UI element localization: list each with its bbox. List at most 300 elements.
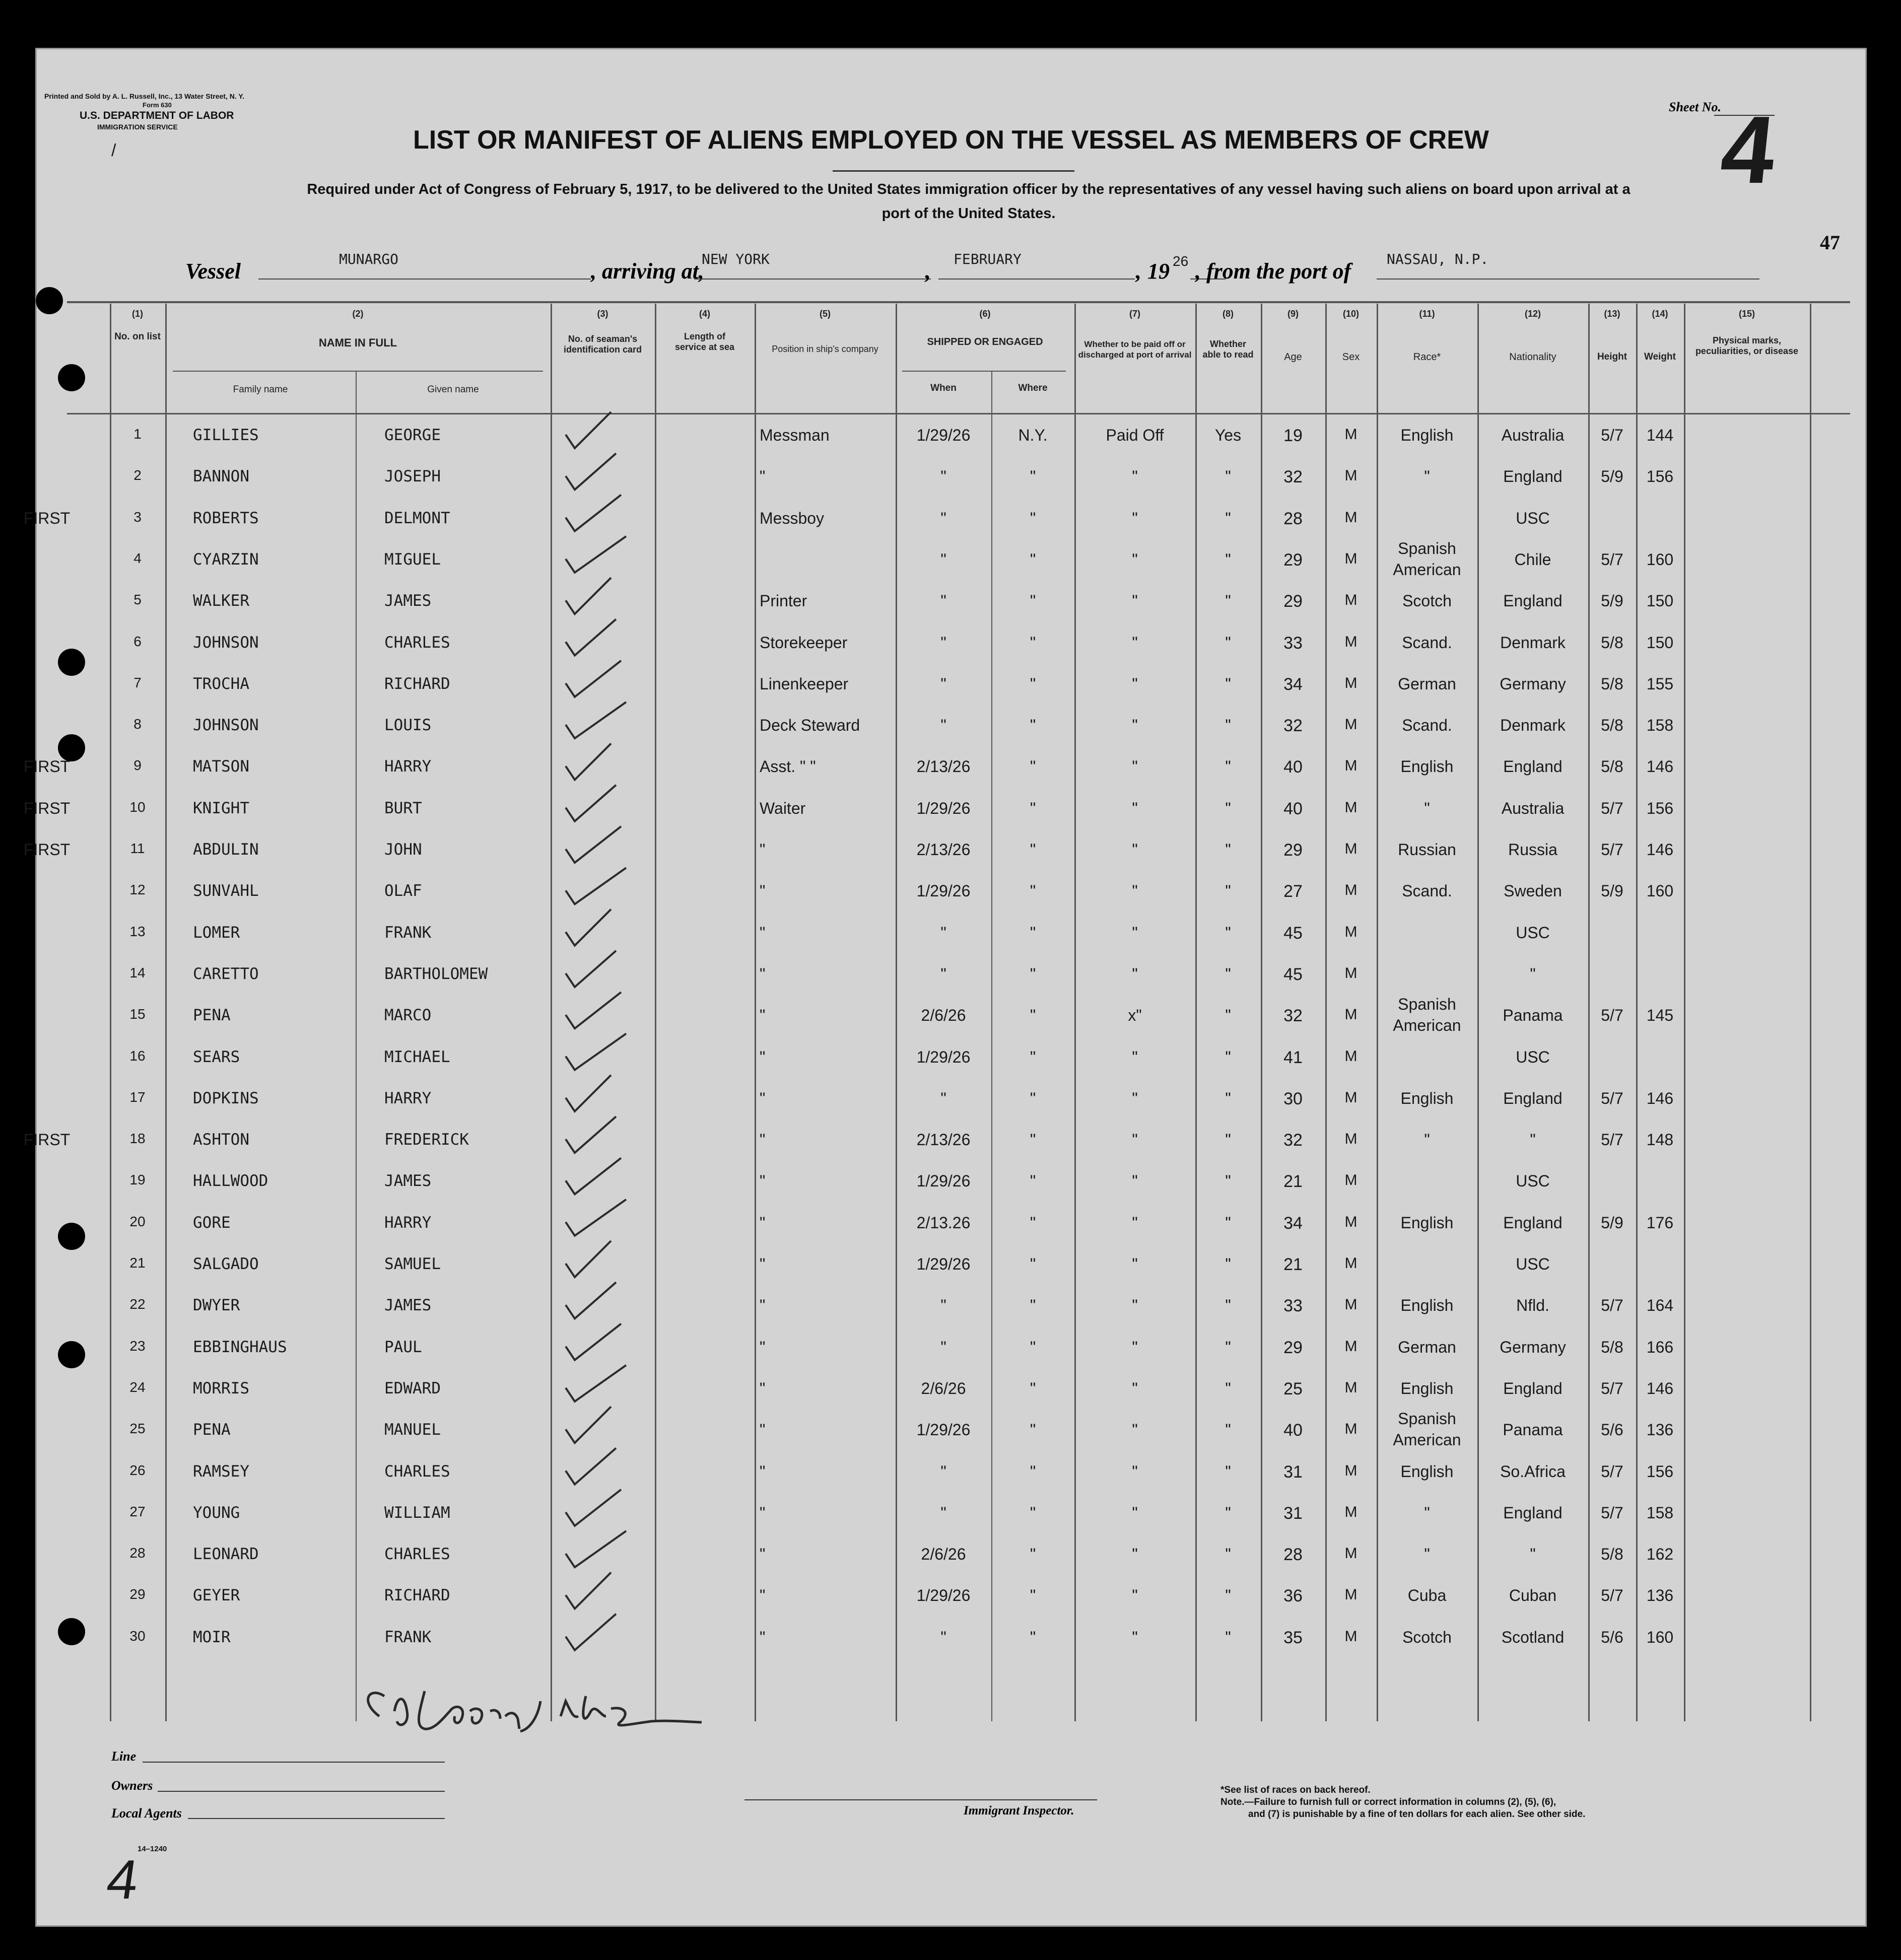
position-cell: Messman	[760, 426, 830, 444]
row-number: 18	[129, 1131, 146, 1147]
row-number: 14	[129, 964, 146, 981]
shipped-where-cell: "	[1030, 1628, 1036, 1646]
header-nationality: Nationality	[1509, 352, 1556, 363]
height-cell: 5/6	[1601, 1421, 1623, 1439]
header-name-in-full: NAME IN FULL	[318, 336, 397, 349]
age-cell: 25	[1283, 1379, 1303, 1398]
family-name-cell: PENA	[193, 1421, 231, 1439]
shipped-when-cell: 2/13/26	[916, 1131, 971, 1149]
sex-cell: M	[1344, 1462, 1357, 1479]
position-cell: "	[760, 1296, 766, 1315]
sex-cell: M	[1344, 1213, 1357, 1230]
nationality-cell: "	[1530, 1131, 1536, 1149]
header-family-name: Family name	[233, 384, 288, 395]
given-name-cell: JOSEPH	[384, 467, 441, 486]
checkmark-icon	[566, 1241, 611, 1277]
weight-cell: 166	[1646, 1338, 1674, 1356]
shipped-where-cell: "	[1030, 1213, 1036, 1232]
col-number: (10)	[1342, 309, 1359, 319]
race-cell: Spanish	[1398, 1410, 1456, 1428]
age-cell: 33	[1283, 633, 1303, 653]
family-name-cell: PENA	[193, 1006, 231, 1025]
paid-off-cell: "	[1132, 467, 1138, 486]
age-cell: 32	[1283, 1006, 1303, 1026]
paid-off-cell: "	[1132, 1503, 1138, 1522]
given-name-cell: BARTHOLOMEW	[384, 964, 488, 983]
given-name-cell: JAMES	[384, 592, 432, 610]
checkmark-icon	[566, 1282, 616, 1318]
family-name-cell: MORRIS	[193, 1379, 249, 1397]
able-to-read-cell: "	[1225, 923, 1231, 942]
col-number: (7)	[1129, 309, 1140, 319]
header-paid-off: Whether to be paid off or discharged at port of arrival	[1078, 339, 1192, 360]
header-race: Race*	[1413, 352, 1441, 363]
height-cell: 5/7	[1601, 1131, 1623, 1149]
nationality-cell: Chile	[1514, 550, 1551, 569]
height-cell: 5/8	[1601, 716, 1623, 735]
position-cell: "	[760, 1338, 766, 1356]
sex-cell: M	[1344, 1628, 1357, 1645]
row-number: 23	[129, 1338, 146, 1354]
weight-cell: 136	[1646, 1421, 1674, 1439]
header-when: When	[930, 383, 957, 393]
position-cell: Waiter	[760, 799, 806, 817]
checkmark-icon	[566, 743, 611, 780]
nationality-cell: England	[1503, 1213, 1563, 1232]
nationality-cell: USC	[1516, 923, 1550, 942]
arrival-month: FEBRUARY	[954, 251, 1022, 267]
given-name-cell: RICHARD	[384, 1586, 450, 1605]
shipped-where-cell: "	[1030, 716, 1036, 735]
col-number: (5)	[820, 309, 831, 319]
given-name-cell: CHARLES	[384, 1462, 450, 1481]
header-sex: Sex	[1342, 352, 1360, 363]
given-name-cell: CHARLES	[384, 1545, 450, 1564]
race-cell: Cuba	[1407, 1586, 1447, 1605]
able-to-read-cell: "	[1225, 1421, 1231, 1439]
shipped-when-cell: 1/29/26	[916, 1172, 971, 1191]
binder-hole	[36, 287, 63, 314]
position-cell: "	[760, 1255, 766, 1273]
nationality-cell: "	[1530, 1545, 1536, 1564]
checkmark-icon	[566, 1614, 616, 1650]
able-to-read-cell: "	[1225, 1338, 1231, 1356]
age-cell: 40	[1283, 1421, 1303, 1440]
height-cell: 5/7	[1601, 1586, 1623, 1605]
given-name-cell: BURT	[384, 799, 422, 817]
family-name-cell: JOHNSON	[193, 716, 259, 735]
nationality-cell: England	[1503, 467, 1563, 486]
age-cell: 45	[1283, 964, 1303, 984]
service-label: IMMIGRATION SERVICE	[97, 123, 178, 131]
age-cell: 19	[1283, 426, 1303, 445]
given-name-cell: MIGUEL	[384, 550, 441, 569]
weight-cell: 145	[1646, 1006, 1674, 1025]
family-name-cell: SALGADO	[193, 1255, 259, 1273]
able-to-read-cell: "	[1225, 882, 1231, 900]
checkmark-icon	[566, 661, 621, 697]
able-to-read-cell: "	[1225, 841, 1231, 859]
id-card-checkmarks	[556, 422, 707, 1731]
row-margin-note: FIRST	[23, 757, 71, 776]
sex-cell: M	[1344, 1421, 1357, 1438]
height-cell: 5/7	[1601, 799, 1623, 817]
position-cell: "	[760, 1379, 766, 1397]
sex-cell: M	[1344, 1089, 1357, 1106]
shipped-where-cell: "	[1030, 923, 1036, 942]
position-cell: "	[760, 467, 766, 486]
col-number: (4)	[699, 309, 710, 319]
nationality-cell: Australia	[1501, 426, 1565, 444]
paid-off-cell: "	[1132, 964, 1138, 983]
checkmark-icon	[566, 1572, 611, 1608]
subtitle-line-1: Required under Act of Congress of February 5, 1917, to be delivered to the United States immigration officer by the representatives of any vessel having such aliens on board upon arrival at a	[307, 181, 1631, 197]
shipped-when-cell: 1/29/26	[916, 1047, 971, 1066]
able-to-read-cell: "	[1225, 1213, 1231, 1232]
family-name-cell: YOUNG	[193, 1503, 240, 1522]
given-name-cell: GEORGE	[384, 426, 441, 444]
position-cell: "	[760, 1089, 766, 1107]
shipped-where-cell: "	[1030, 592, 1036, 610]
age-cell: 29	[1283, 550, 1303, 570]
height-cell: 5/7	[1601, 1006, 1623, 1025]
page-mark: 4	[103, 1849, 143, 1911]
race-cell: German	[1398, 674, 1456, 693]
given-name-cell: LOUIS	[384, 716, 432, 735]
position-cell: "	[760, 1545, 766, 1564]
height-cell: 5/8	[1601, 757, 1623, 776]
printer-line: Printed and Sold by A. L. Russell, Inc., 13 Water Street, N. Y.	[44, 92, 245, 100]
shipped-where-cell: "	[1030, 1586, 1036, 1605]
col-number: (13)	[1604, 309, 1620, 319]
paid-off-cell: "	[1132, 1131, 1138, 1149]
race-cell: Spanish	[1398, 539, 1456, 557]
weight-cell: 156	[1646, 1462, 1674, 1481]
binder-hole	[58, 1618, 85, 1645]
inspector-signature	[349, 1681, 742, 1736]
row-number: 16	[129, 1047, 146, 1064]
checkmark-icon	[566, 1200, 626, 1236]
weight-cell: 158	[1646, 1503, 1674, 1522]
position-cell: "	[760, 1462, 766, 1481]
arriving-label: , arriving at,	[591, 259, 704, 284]
position-cell: Storekeeper	[760, 633, 848, 652]
shipped-when-cell: "	[940, 550, 946, 569]
given-name-cell: MANUEL	[384, 1421, 441, 1439]
paid-off-cell: "	[1132, 1586, 1138, 1605]
paid-off-cell: "	[1132, 799, 1138, 817]
row-number: 25	[129, 1421, 146, 1437]
family-name-cell: DWYER	[193, 1296, 240, 1315]
given-name-cell: HARRY	[384, 757, 432, 776]
age-cell: 29	[1283, 841, 1303, 860]
given-name-cell: JAMES	[384, 1172, 432, 1191]
able-to-read-cell: "	[1225, 509, 1231, 527]
row-number: 5	[133, 592, 142, 608]
paid-off-cell: "	[1132, 923, 1138, 942]
able-to-read-cell: "	[1225, 467, 1231, 486]
nationality-cell: Russia	[1508, 841, 1557, 859]
checkmark-icon	[566, 868, 626, 904]
position-cell: "	[760, 1421, 766, 1439]
shipped-when-cell: "	[940, 509, 946, 527]
race-cell: Scotch	[1402, 592, 1452, 610]
age-cell: 30	[1283, 1089, 1303, 1108]
able-to-read-cell: "	[1225, 592, 1231, 610]
arrival-port: NEW YORK	[702, 251, 770, 267]
row-margin-note: FIRST	[23, 841, 71, 859]
height-cell: 5/7	[1601, 1462, 1623, 1481]
checkmark-icon	[566, 1490, 621, 1526]
shipped-when-cell: 2/13.26	[916, 1213, 971, 1232]
family-name-cell: KNIGHT	[193, 799, 249, 817]
shipped-when-cell: "	[940, 1503, 946, 1522]
paid-off-cell: "	[1132, 1462, 1138, 1481]
checkmark-icon	[566, 495, 621, 531]
height-cell: 5/7	[1601, 841, 1623, 859]
row-number: 29	[129, 1586, 146, 1602]
able-to-read-cell: "	[1225, 964, 1231, 983]
height-cell: 5/8	[1601, 674, 1623, 693]
paid-off-cell: "	[1132, 1089, 1138, 1107]
sex-cell: M	[1344, 674, 1357, 691]
subtitle-line-2: port of the United States.	[881, 205, 1056, 222]
sex-cell: M	[1344, 1131, 1357, 1148]
shipped-where-cell: "	[1030, 964, 1036, 983]
row-number: 3	[133, 509, 142, 525]
header-shipped: SHIPPED OR ENGAGED	[927, 336, 1043, 347]
nationality-cell: England	[1503, 1503, 1563, 1522]
header-id-card: No. of seaman's identification card	[563, 334, 642, 355]
nationality-cell: England	[1503, 1379, 1563, 1397]
paid-off-cell: "	[1132, 1379, 1138, 1397]
race-cell: Scand.	[1402, 633, 1452, 652]
manifest-sheet: Printed and Sold by A. L. Russell, Inc., 13 Water Street, N. Y. Form 630 U.S. DEPARTMENT OF LABOR IMMIGRATION SERVICE / LIST OR MANIFEST OF ALIENS EMPLOYED ON THE VESSEL AS MEMBERS OF CREW Required under Act of Congress of February 5, 1917, to be delivered to the United States immigration officer by the representatives of any vessel having such aliens on board upon arrival at a port of the United States. Sheet No. 4 47 Vessel MUNARGO , arriving at, NEW YORK , FEBRUARY , 19 26 , from the port of NASSAU, N.P. (1) (2) (3) (4) (5) (6) (7) (8) (9) (10) (11) (12) (13) (14) (15) No. on list NAME IN FULL Family name Given name No. of seaman's identification card Length of service at sea Position in ship's company SHIPPED OR ENGAGED When Where Whether to be paid off or discharged at port of arrival Whether able to read Age Sex Race* Nationality Height Weight Physical marks, peculiarities, or disease 1 GILLIES GEORGE Messman 1/29/26 N.Y. Paid Off Yes 19 M English Australia 5/7 144 2 BANNON JOSEPH " " " " " 32 M " England 5/9 156 FIRST 3 ROBERTS DELMONT Messboy " " " " 28 M USC 4 CYARZIN MIGUEL " " " " 29 M Spanish American Chile 5/7 160 5 WALKER JAMES Printer " " " " 29 M Scotch England 5/9 150 6 JOHNSON CHARLES Storekeeper " " " " 33 M Scand. Denmark 5/8 150 7 TROCHA RICHARD Linenkeeper " " " " 34 M German Germany 5/8 155 8 JOHNSON LOUIS Deck Steward " " " " 32 M Scand. Denmark 5/8 158 FIRST 9 MATSON HARRY Asst. " " 2/13/26 " " " 40 M English England 5/8 146 FIRST 10 KNIGHT BURT Waiter 1/29/26 " " " 40 M " Australia 5/7 156 FIRST 11 ABDULIN JOHN " 2/13/26 " " " 29 M Russian Russia 5/7 146 12 SUNVAHL OLAF " 1/29/26 " " " 27 M Scand. Sweden 5/9 160 13 LOMER FRANK " " " " " 45 M USC 14 CARETTO BARTHOLOMEW " " " " " 45 M " 15 PENA MARCO " 2/6/26 " x" " 32 M Spanish American Panama 5/7 145 16 SEARS MICHAEL " 1/29/26 " " " 41 M USC 17 DOPKINS HARRY " " " " " 30 M English England 5/7 146 FIRST 18 ASHTON FREDERICK " 2/13/26 " " " 32 M " " 5/7 148 19 HALLWOOD JAMES " 1/29/26 " " " 21 M USC 20 GORE HARRY " 2/13.26 " " " 34 M English England 5/9 176 21 SALGADO SAMUEL " 1/29/26 " " " 21 M USC 22 DWYER JAMES " " " " " 33 M English Nfld. 5/7 164 23 EBBINGHAUS PAUL " " " " " 29 M German Germany 5/8 166 24 MORRIS EDWARD " 2/6/26 " " " 25 M English England 5/7 146 25 PENA MANUEL " 1/29/26 " " " 40 M Spanish American Panama 5/6 136 26 RAMSEY CHARLES " " " " " 31 M English So.Africa 5/7 156 27 YOUNG WILLIAM " " " " " 31 M " England 5/7 158 28 LEONARD CHARLES " 2/6/26 " " " 28 M " " 5/8 162 29 GEYER RICHARD " 1/29/26 " " " 36 M Cuba Cuban 5/7 136 30 MOIR FRANK " " " " " 35 M Scotch Scotland 5/6 160 Line Owners Local Agents 14–1240 4 Immigrant Inspector. *See list of races on back hereof. Note.—Failure to furnish full or correct information in columns (2), (5), (6), and (7) is punishable by a fine of ten dollars for each alien. See other side.	[35, 48, 1867, 1927]
race-cell: English	[1400, 757, 1454, 776]
race-cell: English	[1400, 426, 1454, 444]
manifest-title: LIST OR MANIFEST OF ALIENS EMPLOYED ON THE VESSEL AS MEMBERS OF CREW	[413, 125, 1489, 155]
height-cell: 5/7	[1601, 426, 1623, 444]
age-cell: 27	[1283, 882, 1303, 901]
age-cell: 34	[1283, 1213, 1303, 1233]
paid-off-cell: "	[1132, 674, 1138, 693]
weight-cell: 176	[1646, 1213, 1674, 1232]
able-to-read-cell: "	[1225, 1172, 1231, 1191]
race-cell-line-2: American	[1393, 1016, 1461, 1035]
family-name-cell: LEONARD	[193, 1545, 259, 1564]
footnote-penalty-2: and (7) is punishable by a fine of ten dollars for each alien. See other side.	[1248, 1809, 1586, 1819]
age-cell: 32	[1283, 1131, 1303, 1150]
form-code: 14–1240	[138, 1845, 167, 1853]
title-rule	[833, 170, 1074, 172]
shipped-when-cell: "	[940, 592, 946, 610]
paid-off-cell: "	[1132, 841, 1138, 859]
race-cell-line-2: American	[1393, 1431, 1461, 1449]
sex-cell: M	[1344, 1255, 1357, 1272]
nationality-cell: So.Africa	[1500, 1462, 1566, 1481]
shipped-where-cell: "	[1030, 757, 1036, 776]
sex-cell: M	[1344, 799, 1357, 816]
age-cell: 31	[1283, 1462, 1303, 1482]
sex-cell: M	[1344, 1296, 1357, 1313]
row-number: 27	[129, 1503, 146, 1519]
position-cell: "	[760, 1213, 766, 1232]
race-cell: "	[1424, 799, 1430, 817]
checkmark-icon	[566, 578, 611, 614]
checkmark-icon	[566, 1407, 611, 1443]
height-cell: 5/6	[1601, 1628, 1623, 1646]
weight-cell: 146	[1646, 1089, 1674, 1107]
row-number: 8	[133, 716, 142, 732]
age-cell: 35	[1283, 1628, 1303, 1647]
able-to-read-cell: "	[1225, 1047, 1231, 1066]
age-cell: 40	[1283, 799, 1303, 818]
race-cell-line-2: American	[1393, 560, 1461, 579]
weight-cell: 146	[1646, 1379, 1674, 1397]
shipped-when-cell: "	[940, 467, 946, 486]
shipped-where-cell: "	[1030, 841, 1036, 859]
sex-cell: M	[1344, 1379, 1357, 1396]
race-cell: English	[1400, 1462, 1454, 1481]
shipped-where-cell: "	[1030, 1172, 1036, 1191]
height-cell: 5/8	[1601, 1338, 1623, 1356]
nationality-cell: USC	[1516, 1255, 1550, 1273]
paid-off-cell: "	[1132, 633, 1138, 652]
position-cell: "	[760, 1131, 766, 1149]
weight-cell: 160	[1646, 882, 1674, 900]
weight-cell: 150	[1646, 592, 1674, 610]
shipped-when-cell: 2/13/26	[916, 757, 971, 776]
col-number: (6)	[979, 309, 991, 319]
row-margin-note: FIRST	[23, 509, 71, 527]
family-name-cell: MOIR	[193, 1628, 231, 1646]
shipped-where-cell: "	[1030, 882, 1036, 900]
checkmark-icon	[566, 453, 616, 489]
shipped-when-cell: "	[940, 1628, 946, 1646]
nationality-cell: Cuban	[1509, 1586, 1557, 1605]
age-cell: 28	[1283, 509, 1303, 528]
race-cell: "	[1424, 1131, 1430, 1149]
age-cell: 45	[1283, 923, 1303, 943]
weight-cell: 146	[1646, 841, 1674, 859]
able-to-read-cell: "	[1225, 674, 1231, 693]
race-cell: English	[1400, 1089, 1454, 1107]
paid-off-cell: "	[1132, 882, 1138, 900]
row-number: 21	[129, 1255, 146, 1271]
paid-off-cell: "	[1132, 1338, 1138, 1356]
given-name-cell: CHARLES	[384, 633, 450, 652]
paid-off-cell: "	[1132, 716, 1138, 735]
paid-off-cell: "	[1132, 1628, 1138, 1646]
family-name-cell: ABDULIN	[193, 841, 259, 859]
position-cell: Printer	[760, 592, 807, 610]
given-name-cell: FRANK	[384, 923, 432, 942]
able-to-read-cell: "	[1225, 1503, 1231, 1522]
age-cell: 32	[1283, 467, 1303, 487]
row-margin-note: FIRST	[23, 1131, 71, 1149]
shipped-where-cell: "	[1030, 1131, 1036, 1149]
header-service-length: Length of service at sea	[674, 331, 735, 352]
col-number: (3)	[597, 309, 608, 319]
shipped-where-cell: "	[1030, 550, 1036, 569]
checkmark-icon	[566, 1531, 626, 1567]
race-cell: Scotch	[1402, 1628, 1452, 1646]
weight-cell: 155	[1646, 674, 1674, 693]
checkmark-icon	[566, 1034, 626, 1070]
height-cell: 5/7	[1601, 1296, 1623, 1315]
sex-cell: M	[1344, 757, 1357, 775]
able-to-read-cell: "	[1225, 1255, 1231, 1273]
race-cell: Spanish	[1398, 995, 1456, 1014]
shipped-when-cell: 2/6/26	[921, 1379, 966, 1397]
paid-off-cell: "	[1132, 1296, 1138, 1315]
able-to-read-cell: "	[1225, 1586, 1231, 1605]
family-name-cell: GEYER	[193, 1586, 240, 1605]
col-number: (15)	[1738, 309, 1755, 319]
position-cell: "	[760, 1047, 766, 1066]
nationality-cell: "	[1530, 964, 1536, 983]
row-margin-note: FIRST	[23, 799, 71, 817]
shipped-where-cell: N.Y.	[1018, 426, 1048, 444]
checkmark-icon	[566, 1448, 616, 1485]
shipped-where-cell: "	[1030, 1006, 1036, 1025]
age-cell: 31	[1283, 1503, 1303, 1523]
weight-cell: 156	[1646, 467, 1674, 486]
paid-off-cell: "	[1132, 592, 1138, 610]
table-header-rule	[67, 413, 1850, 414]
line-label: Line	[111, 1749, 137, 1764]
able-to-read-cell: "	[1225, 550, 1231, 569]
row-number: 1	[133, 426, 142, 442]
checkmark-icon	[566, 1158, 621, 1194]
col-number: (1)	[132, 309, 143, 319]
sex-cell: M	[1344, 923, 1357, 940]
header-where: Where	[1018, 383, 1048, 393]
col-number: (9)	[1287, 309, 1299, 319]
row-number: 15	[129, 1006, 146, 1022]
sex-cell: M	[1344, 1047, 1357, 1065]
vessel-name: MUNARGO	[339, 251, 399, 267]
shipped-where-cell: "	[1030, 1296, 1036, 1315]
row-number: 6	[133, 633, 142, 649]
col-number: (8)	[1223, 309, 1234, 319]
age-cell: 36	[1283, 1586, 1303, 1606]
sex-cell: M	[1344, 841, 1357, 857]
able-to-read-cell: "	[1225, 716, 1231, 735]
family-name-cell: CARETTO	[193, 964, 259, 983]
position-cell: "	[760, 1172, 766, 1191]
sex-cell: M	[1344, 1006, 1357, 1023]
race-cell: English	[1400, 1213, 1454, 1232]
family-name-cell: ASHTON	[193, 1131, 249, 1149]
binder-hole	[58, 1341, 85, 1368]
sex-cell: M	[1344, 467, 1357, 484]
race-cell: German	[1398, 1338, 1456, 1356]
owners-label: Owners	[111, 1778, 153, 1793]
height-cell: 5/8	[1601, 1545, 1623, 1564]
sheet-label: Sheet No.	[1669, 100, 1721, 114]
position-cell: "	[760, 1006, 766, 1025]
year-prefix: 19	[1147, 259, 1170, 284]
nationality-cell: Panama	[1503, 1421, 1563, 1439]
position-cell: Deck Steward	[760, 716, 860, 735]
height-cell: 5/9	[1601, 882, 1623, 900]
nationality-cell: England	[1503, 757, 1563, 776]
age-cell: 40	[1283, 757, 1303, 777]
sex-cell: M	[1344, 1338, 1357, 1355]
able-to-read-cell: "	[1225, 1131, 1231, 1149]
checkmark-icon	[566, 826, 621, 863]
